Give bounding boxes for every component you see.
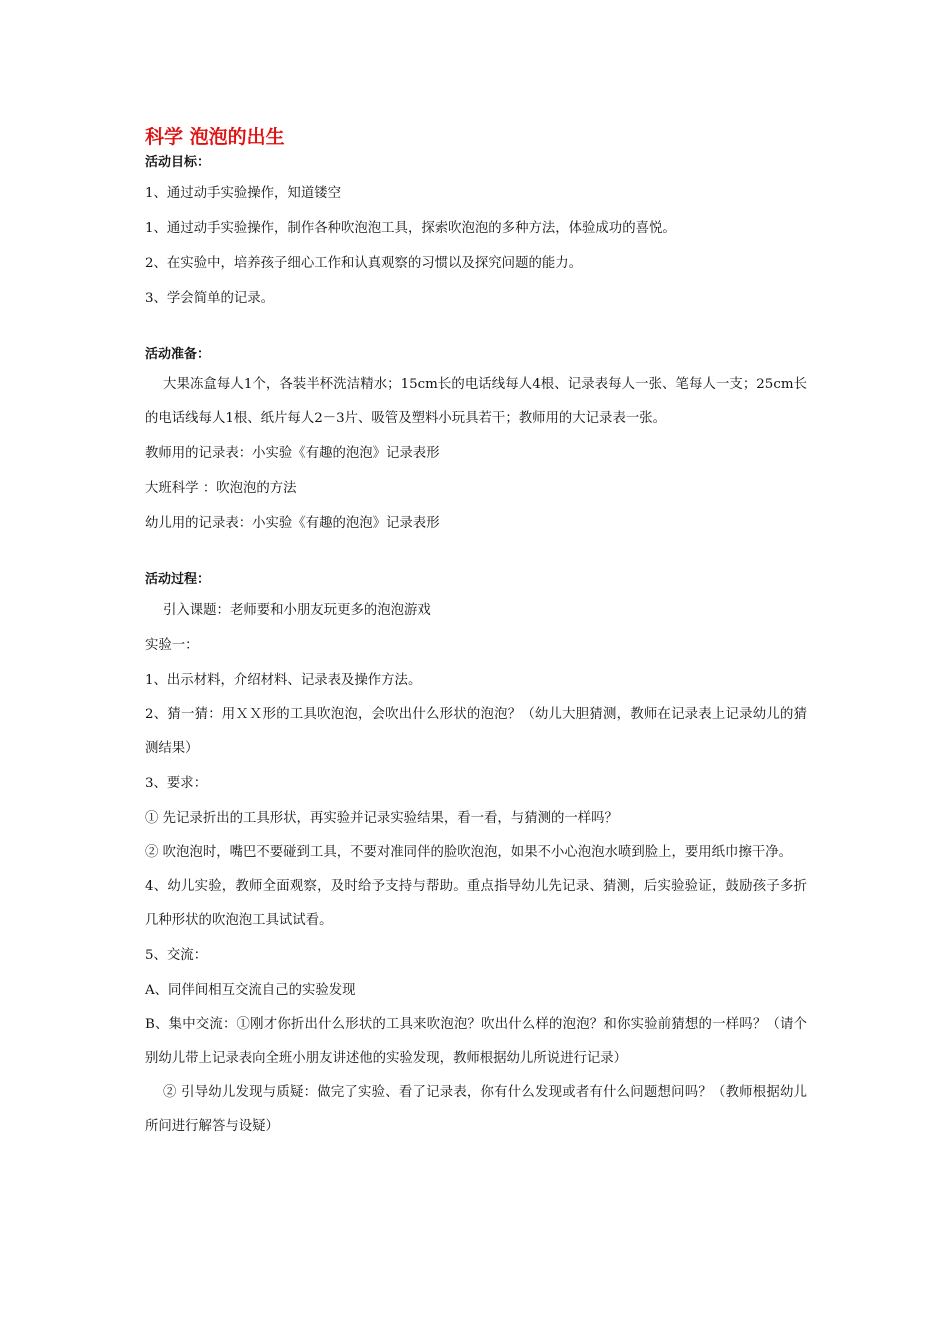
process-intro: 引入课题：老师要和小朋友玩更多的泡泡游戏 [163, 603, 431, 618]
prep-class-science: 大班科学 ：吹泡泡的方法 [145, 481, 297, 496]
process-heading: 活动过程： [145, 572, 211, 587]
prep-teacher-sheet: 教师用的记录表：小实验《有趣的泡泡》记录表形 [145, 446, 440, 461]
prep-heading: 活动准备： [145, 347, 211, 362]
exchange-b: B、集中交流：①刚才你折出什么形状的工具来吹泡泡？吹出什么样的泡泡？和你实验前猜想的一样吗？（请个别幼儿带上记录表向全班小朋友讲述他的实验发现，教师根据幼儿所说进行记录） [145, 1017, 807, 1066]
goal-item-4: 3、学会简单的记录。 [145, 291, 275, 306]
document-body [145, 124, 807, 1144]
exchange-b2: ② 引导幼儿发现与质疑：做完了实验、看了记录表，你有什么发现或者有什么问题想问吗？（教师根据幼儿所问进行解答与设疑） [145, 1085, 807, 1134]
page-title: 科学 泡泡的出生 [145, 126, 285, 148]
experiment-1-label: 实验一： [145, 638, 199, 653]
goal-item-3: 2、在实验中，培养孩子细心工作和认真观察的习惯以及探究问题的能力。 [145, 256, 583, 271]
spacer [145, 541, 807, 567]
step-4: 4、幼儿实验，教师全面观察，及时给予支持与帮助。重点指导幼儿先记录、猜测，后实验验证，鼓励孩子多折几种形状的吹泡泡工具试试看。 [145, 879, 807, 928]
exchange-a: A、同伴间相互交流自己的实验发现 [145, 983, 356, 998]
goal-item-1: 1、通过动手实验操作，知道镂空 [145, 186, 341, 201]
step-5: 5、交流： [145, 948, 208, 963]
spacer [145, 316, 807, 342]
step-3: 3、要求： [145, 776, 208, 791]
requirement-1: ① 先记录折出的工具形状，再实验并记录实验结果，看一看，与猜测的一样吗？ [145, 811, 618, 826]
prep-child-sheet: 幼儿用的记录表：小实验《有趣的泡泡》记录表形 [145, 516, 440, 531]
goals-heading: 活动目标： [145, 155, 211, 170]
prep-materials: 大果冻盒每人1个，各装半杯洗洁精水；15cm长的电话线每人4根、记录表每人一张、笔每人一支；25cm长的电话线每人1根、纸片每人2－3片、吸管及塑料小玩具若干；教师用的大记录表一张。 [145, 377, 807, 426]
step-2: 2、猜一猜：用ＸＸ形的工具吹泡泡，会吹出什么形状的泡泡？（幼儿大胆猜测，教师在记录表上记录幼儿的猜测结果） [145, 707, 807, 756]
requirement-2: ② 吹泡泡时，嘴巴不要碰到工具，不要对准同伴的脸吹泡泡，如果不小心泡泡水喷到脸上，要用纸巾擦干净。 [145, 845, 793, 860]
goal-item-2: 1、通过动手实验操作，制作各种吹泡泡工具，探索吹泡泡的多种方法，体验成功的喜悦。 [145, 221, 676, 236]
step-1: 1、出示材料，介绍材料、记录表及操作方法。 [145, 673, 422, 688]
